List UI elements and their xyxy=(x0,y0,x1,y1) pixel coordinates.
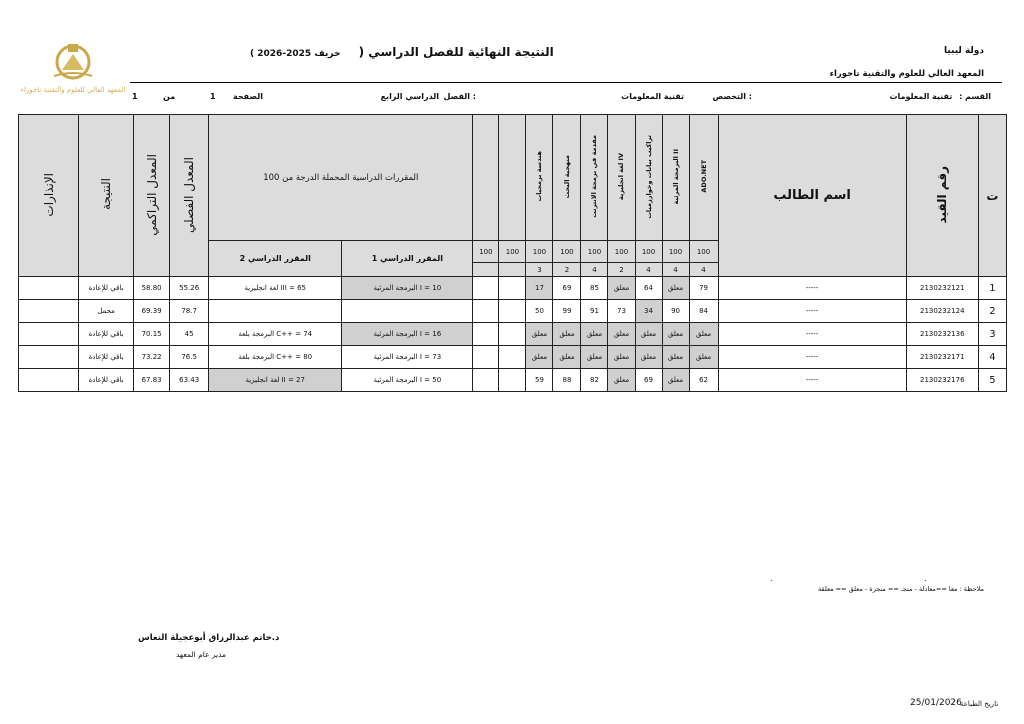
dept-value: تقنية المعلومات xyxy=(889,92,953,101)
footer-dot-2: . xyxy=(924,574,927,583)
cell-mark-7: 50 xyxy=(526,300,553,323)
results-table xyxy=(18,114,1007,392)
cell-cum-avg: 69.39 xyxy=(134,300,170,323)
th-units-blank-2 xyxy=(499,263,526,277)
cell-carried-1: البرمجة المرئية I = 10 xyxy=(342,277,473,300)
cell-warning xyxy=(19,323,79,346)
cell-warning xyxy=(19,369,79,392)
cell-mark-5: 82 xyxy=(581,369,608,392)
cell-carried-1 xyxy=(342,300,473,323)
cell-blank-2 xyxy=(499,323,526,346)
th-max-2: 100 xyxy=(499,241,526,263)
print-date: 25/01/2026 xyxy=(910,698,962,708)
th-result: النتيجة xyxy=(79,115,134,277)
th-student-name: اسم الطالب xyxy=(718,115,906,277)
cell-mark-7: 17 xyxy=(526,277,553,300)
table-row xyxy=(19,277,1007,300)
th-units-4: 2 xyxy=(608,263,635,277)
spec-value: تقنية المعلومات xyxy=(621,92,684,101)
th-subject-4: لغة انجليزية IV xyxy=(608,115,635,241)
th-cum-avg: المعدل التراكمي xyxy=(134,115,170,277)
cell-blank-2 xyxy=(499,346,526,369)
cell-result: باقي للإعادة xyxy=(79,277,134,300)
signatory-title: مدير عام المعهد xyxy=(176,650,227,659)
dept-label: القسم : xyxy=(959,92,991,101)
th-student-id: رقم القيد xyxy=(906,115,978,277)
cell-mark-3: 64 xyxy=(635,277,662,300)
cell-mark-2: معلق xyxy=(662,369,689,392)
cell-mark-7: معلق xyxy=(526,323,553,346)
cell-blank-2 xyxy=(499,369,526,392)
th-carried-2: المقرر الدراسي 2 xyxy=(209,241,342,277)
cell-mark-7: معلق xyxy=(526,346,553,369)
semester-label: الفصل : xyxy=(443,92,476,101)
cell-mark-4: معلق xyxy=(608,323,635,346)
cell-index: 4 xyxy=(978,346,1006,369)
page-title xyxy=(250,45,554,59)
institute-logo xyxy=(20,40,126,108)
th-subject-blank-2 xyxy=(499,115,526,241)
cell-carried-2: لغة انجليزية III = 65 xyxy=(209,277,342,300)
table-row xyxy=(19,369,1007,392)
cell-mark-4: 73 xyxy=(608,300,635,323)
cell-warning xyxy=(19,346,79,369)
cell-mark-5: معلق xyxy=(581,323,608,346)
th-units-blank-1 xyxy=(473,263,499,277)
th-subject-1: ADO.NET xyxy=(689,115,718,241)
th-subject-5: مقدمة في برمجة الانترنت xyxy=(581,115,608,241)
cell-mark-5: معلق xyxy=(581,346,608,369)
cell-blank-1 xyxy=(473,369,499,392)
cell-mark-6: 99 xyxy=(553,300,581,323)
th-sem-avg: المعدل الفصلي xyxy=(170,115,209,277)
state-name: دولة ليبيا xyxy=(944,46,984,56)
print-date-label: تاريخ الطباعة xyxy=(960,700,999,708)
th-units-7: 3 xyxy=(526,263,553,277)
cell-sem-avg: 55.26 xyxy=(170,277,209,300)
table-row xyxy=(19,300,1007,323)
cell-carried-1: البرمجة المرئية I = 73 xyxy=(342,346,473,369)
cell-warning xyxy=(19,277,79,300)
dept-field xyxy=(889,92,991,101)
page-total: 1 xyxy=(132,92,138,101)
th-units-1: 4 xyxy=(689,263,718,277)
cell-blank-1 xyxy=(473,277,499,300)
cell-index: 3 xyxy=(978,323,1006,346)
th-carried-title: المقررات الدراسية المحملة الدرجة من 100 xyxy=(209,115,473,241)
cell-student-name: ----- xyxy=(718,300,906,323)
signatory-name: د.حاتم عبدالرزاق أبوعجيلة النعاس xyxy=(138,633,280,643)
cell-carried-2: البرمجة بلغة C++ = 74 xyxy=(209,323,342,346)
cell-cum-avg: 58.80 xyxy=(134,277,170,300)
th-units-2: 4 xyxy=(662,263,689,277)
th-units-3: 4 xyxy=(635,263,662,277)
cell-mark-2: معلق xyxy=(662,346,689,369)
cell-sem-avg: 45 xyxy=(170,323,209,346)
th-warnings: الإنذارات xyxy=(19,115,79,277)
cell-mark-2: معلق xyxy=(662,277,689,300)
cell-blank-1 xyxy=(473,300,499,323)
cell-mark-2: 90 xyxy=(662,300,689,323)
cell-student-id: 2130232136 xyxy=(906,323,978,346)
th-max-3: 100 xyxy=(526,241,553,263)
th-subject-3: تراكيب بيانات وخوارزميات xyxy=(635,115,662,241)
cell-mark-1: معلق xyxy=(689,346,718,369)
cell-mark-3: 34 xyxy=(635,300,662,323)
cell-index: 5 xyxy=(978,369,1006,392)
th-max-8: 100 xyxy=(662,241,689,263)
cell-mark-1: معلق xyxy=(689,323,718,346)
footer-dot-1: . xyxy=(770,574,773,583)
cell-student-id: 2130232176 xyxy=(906,369,978,392)
cell-mark-5: 85 xyxy=(581,277,608,300)
cell-student-name: ----- xyxy=(718,369,906,392)
cell-carried-1: البرمجة المرئية I = 50 xyxy=(342,369,473,392)
th-subject-blank-1 xyxy=(473,115,499,241)
term-text: خريف 2025-2026 ) xyxy=(250,49,341,59)
cell-mark-7: 59 xyxy=(526,369,553,392)
cell-mark-5: 91 xyxy=(581,300,608,323)
cell-mark-6: معلق xyxy=(553,323,581,346)
cell-cum-avg: 67.83 xyxy=(134,369,170,392)
th-index: ت xyxy=(978,115,1006,277)
cell-blank-2 xyxy=(499,300,526,323)
semester-value: الدراسي الرابع xyxy=(380,92,439,101)
th-subject-7: هندسة برمجيات xyxy=(526,115,553,241)
cell-carried-1: البرمجة المرئية I = 16 xyxy=(342,323,473,346)
cell-student-id: 2130232124 xyxy=(906,300,978,323)
th-max-9: 100 xyxy=(689,241,718,263)
logo-text: المعهد العالي للعلوم والتقنية تاجوراء xyxy=(20,86,126,94)
cell-student-name: ----- xyxy=(718,277,906,300)
cell-carried-2: البرمجة بلغة C++ = 80 xyxy=(209,346,342,369)
cell-cum-avg: 70.15 xyxy=(134,323,170,346)
title-text: النتيجة النهائية للفصل الدراسي ( xyxy=(358,45,554,59)
page-label: الصفحة xyxy=(233,92,264,101)
cell-sem-avg: 63.43 xyxy=(170,369,209,392)
cell-mark-3: معلق xyxy=(635,346,662,369)
th-max-7: 100 xyxy=(635,241,662,263)
th-subject-2: البرمجة المرئية II xyxy=(662,115,689,241)
spec-label: التخصص : xyxy=(712,92,752,101)
cell-blank-1 xyxy=(473,323,499,346)
header-divider xyxy=(130,82,1002,83)
cell-mark-1: 84 xyxy=(689,300,718,323)
page-number: 1 xyxy=(210,92,216,101)
cell-mark-4: معلق xyxy=(608,346,635,369)
cell-mark-3: 69 xyxy=(635,369,662,392)
th-units-6: 2 xyxy=(553,263,581,277)
cell-student-id: 2130232121 xyxy=(906,277,978,300)
table-row xyxy=(19,346,1007,369)
cell-sem-avg: 76.5 xyxy=(170,346,209,369)
page-of: من xyxy=(163,92,176,101)
cell-cum-avg: 73.22 xyxy=(134,346,170,369)
cell-result: باقي للإعادة xyxy=(79,323,134,346)
cell-index: 2 xyxy=(978,300,1006,323)
th-subject-6: منهجية البحث xyxy=(553,115,581,241)
cell-result: باقي للإعادة xyxy=(79,369,134,392)
cell-mark-4: معلق xyxy=(608,369,635,392)
cell-sem-avg: 78.7 xyxy=(170,300,209,323)
cell-carried-2 xyxy=(209,300,342,323)
cell-mark-6: معلق xyxy=(553,346,581,369)
cell-mark-1: 79 xyxy=(689,277,718,300)
th-max-5: 100 xyxy=(581,241,608,263)
cell-mark-6: 88 xyxy=(553,369,581,392)
cell-blank-2 xyxy=(499,277,526,300)
cell-mark-1: 62 xyxy=(689,369,718,392)
institute-name: المعهد العالي للعلوم والتقنية تاجوراء xyxy=(829,69,984,79)
th-max-1: 100 xyxy=(473,241,499,263)
th-units-5: 4 xyxy=(581,263,608,277)
th-max-6: 100 xyxy=(608,241,635,263)
cell-carried-2: لغة انجليزية II = 27 xyxy=(209,369,342,392)
cell-mark-6: 69 xyxy=(553,277,581,300)
cell-result: محمل xyxy=(79,300,134,323)
cell-index: 1 xyxy=(978,277,1006,300)
table-row xyxy=(19,323,1007,346)
legend-note: ملاحظة : معا ==معادلة - منجـ == منجزة - معلق == معلقة xyxy=(818,585,984,593)
cell-student-name: ----- xyxy=(718,323,906,346)
cell-blank-1 xyxy=(473,346,499,369)
cell-mark-2: معلق xyxy=(662,323,689,346)
cell-student-name: ----- xyxy=(718,346,906,369)
cell-result: باقي للإعادة xyxy=(79,346,134,369)
cell-mark-4: معلق xyxy=(608,277,635,300)
cell-warning xyxy=(19,300,79,323)
cell-student-id: 2130232171 xyxy=(906,346,978,369)
th-carried-1: المقرر الدراسي 1 xyxy=(342,241,473,277)
th-max-4: 100 xyxy=(553,241,581,263)
cell-mark-3: معلق xyxy=(635,323,662,346)
